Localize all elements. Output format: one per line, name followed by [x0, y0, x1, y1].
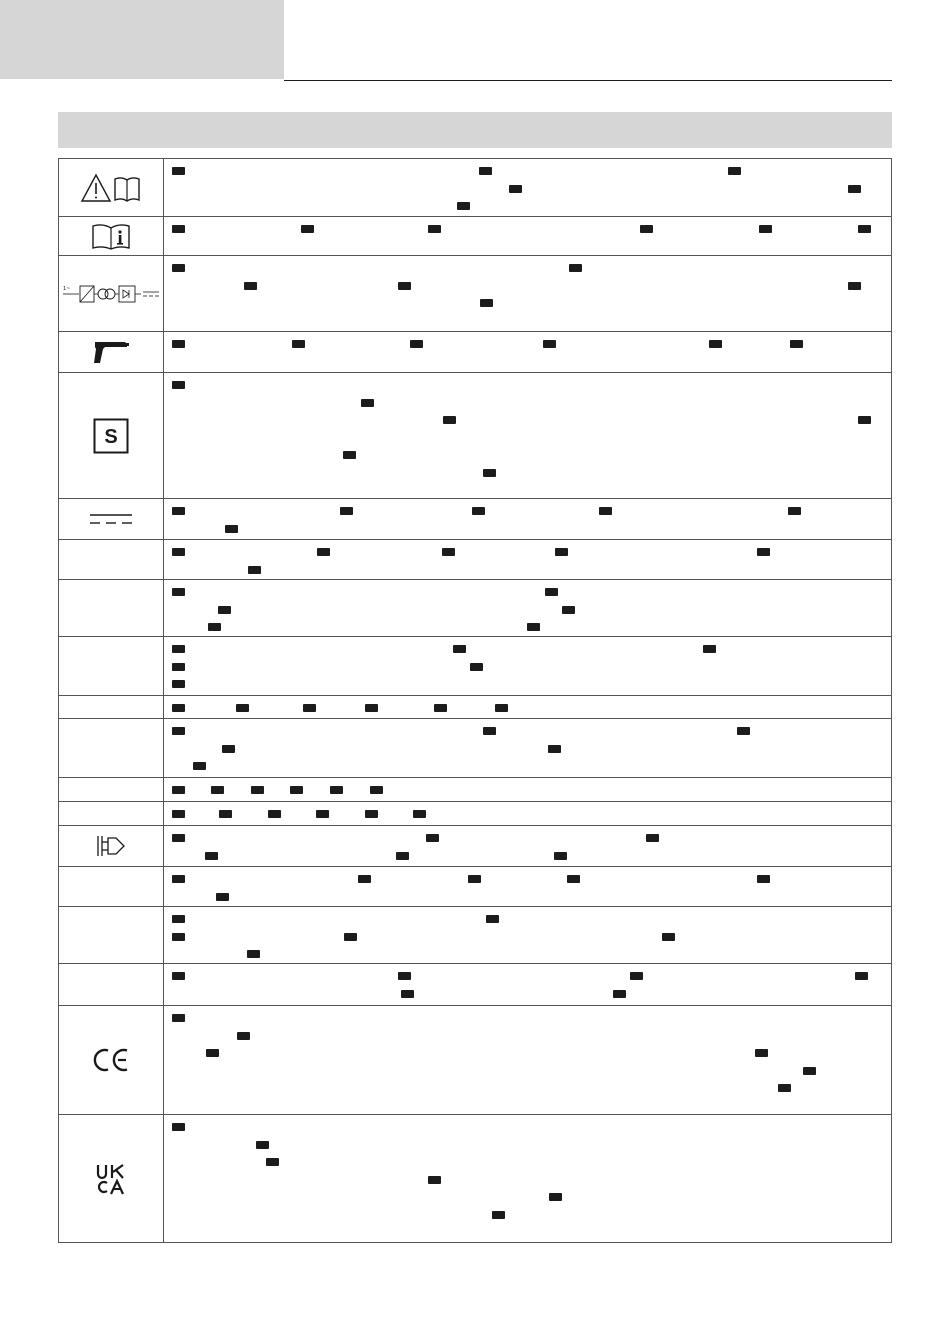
table-row: [59, 217, 891, 256]
text-line: [172, 1049, 871, 1067]
redaction-marker: [703, 645, 716, 653]
redaction-marker: [172, 340, 185, 348]
table-row: [59, 373, 891, 499]
text-line: [172, 1176, 871, 1194]
description-cell: [164, 217, 891, 255]
text-line: [172, 340, 871, 358]
redaction-marker: [237, 1032, 250, 1040]
symbol-cell: [59, 867, 164, 906]
text-line: [172, 507, 871, 525]
ce-mark-icon: [91, 1046, 131, 1074]
redaction-marker: [398, 282, 411, 290]
redaction-marker: [292, 340, 305, 348]
redaction-marker: [206, 1049, 219, 1057]
table-row: [59, 256, 891, 332]
redaction-marker: [757, 548, 770, 556]
svg-text:1~: 1~: [63, 285, 71, 292]
description-cell: [164, 256, 891, 331]
redaction-marker: [172, 786, 185, 794]
redaction-marker: [222, 745, 235, 753]
text-line: [172, 786, 871, 804]
ukca-mark-icon: [94, 1162, 128, 1196]
redaction-marker: [709, 340, 722, 348]
redaction-marker: [248, 566, 261, 574]
redaction-marker: [483, 727, 496, 735]
corner-tab: [0, 0, 284, 79]
text-line: [172, 606, 871, 624]
redaction-marker: [172, 972, 185, 980]
redaction-marker: [172, 933, 185, 941]
redaction-marker: [630, 972, 643, 980]
redaction-marker: [790, 340, 803, 348]
redaction-marker: [247, 950, 260, 958]
redaction-marker: [266, 1158, 279, 1166]
text-line: [172, 1123, 871, 1141]
table-row: [59, 540, 891, 580]
redaction-marker: [211, 786, 224, 794]
description-cell: [164, 332, 891, 372]
redaction-marker: [218, 606, 231, 614]
redaction-marker: [737, 727, 750, 735]
table-row: [59, 637, 891, 696]
redaction-marker: [172, 727, 185, 735]
redaction-marker: [303, 704, 316, 712]
text-line: [172, 434, 871, 452]
text-line: [172, 282, 871, 300]
redaction-marker: [268, 810, 281, 818]
redaction-marker: [216, 893, 229, 901]
symbol-cell: [59, 256, 164, 331]
text-line: [172, 588, 871, 606]
redaction-marker: [755, 1049, 768, 1057]
text-line: [172, 762, 871, 780]
text-line: [172, 167, 871, 185]
symbol-cell: [59, 332, 164, 372]
description-cell: [164, 907, 891, 963]
redaction-marker: [569, 264, 582, 272]
symbol-cell: [59, 217, 164, 255]
table-row: [59, 159, 891, 217]
redaction-marker: [365, 704, 378, 712]
symbol-cell: [59, 1115, 164, 1242]
text-line: [172, 1084, 871, 1102]
text-line: [172, 1158, 871, 1176]
symbol-cell: [59, 907, 164, 963]
description-cell: [164, 637, 891, 695]
symbol-cell: [59, 373, 164, 498]
symbol-cell: [59, 580, 164, 636]
redaction-marker: [858, 225, 871, 233]
description-cell: [164, 373, 891, 498]
table-row: [59, 332, 891, 373]
text-line: [172, 1032, 871, 1050]
redaction-marker: [554, 852, 567, 860]
redaction-marker: [640, 225, 653, 233]
redaction-marker: [434, 704, 447, 712]
table-row: [59, 696, 891, 719]
symbol-cell: [59, 540, 164, 579]
description-cell: [164, 778, 891, 801]
redaction-marker: [413, 810, 426, 818]
redaction-marker: [468, 875, 481, 883]
table-row: [59, 907, 891, 964]
redaction-marker: [236, 704, 249, 712]
redaction-marker: [757, 875, 770, 883]
redaction-marker: [172, 1123, 185, 1131]
text-line: [172, 834, 871, 852]
table-row: [59, 1006, 891, 1115]
redaction-marker: [317, 548, 330, 556]
redaction-marker: [205, 852, 218, 860]
redaction-marker: [599, 507, 612, 515]
redaction-marker: [728, 167, 741, 175]
symbol-cell: [59, 778, 164, 801]
redaction-marker: [562, 606, 575, 614]
text-line: [172, 1067, 871, 1085]
direct-current-icon: [88, 511, 134, 527]
redaction-marker: [428, 1176, 441, 1184]
power-source-diagram-icon: [61, 283, 161, 305]
redaction-marker: [470, 663, 483, 671]
redaction-marker: [778, 1084, 791, 1092]
redaction-marker: [193, 762, 206, 770]
redaction-marker: [396, 852, 409, 860]
redaction-marker: [365, 810, 378, 818]
text-line: [172, 645, 871, 663]
symbol-cell: [59, 499, 164, 539]
redaction-marker: [398, 972, 411, 980]
table-row: [59, 580, 891, 637]
text-line: [172, 185, 871, 203]
redaction-marker: [443, 416, 456, 424]
redaction-marker: [290, 786, 303, 794]
svg-text:S: S: [104, 425, 118, 448]
text-line: [172, 810, 871, 828]
table-row: [59, 499, 891, 540]
redaction-marker: [483, 469, 496, 477]
description-cell: [164, 499, 891, 539]
redaction-marker: [172, 225, 185, 233]
symbol-table: [58, 158, 892, 1243]
redaction-marker: [370, 786, 383, 794]
description-cell: [164, 964, 891, 1005]
redaction-marker: [646, 834, 659, 842]
text-line: [172, 727, 871, 745]
redaction-marker: [555, 548, 568, 556]
table-row: [59, 778, 891, 802]
header-rule: [284, 80, 892, 81]
text-line: [172, 299, 871, 317]
description-cell: [164, 580, 891, 636]
redaction-marker: [172, 680, 185, 688]
redaction-marker: [344, 933, 357, 941]
description-cell: [164, 540, 891, 579]
text-line: [172, 399, 871, 417]
text-line: [172, 704, 871, 722]
text-line: [172, 416, 871, 434]
text-line: [172, 566, 871, 584]
text-line: [172, 875, 871, 893]
redaction-marker: [549, 1193, 562, 1201]
redaction-marker: [172, 167, 185, 175]
info-manual-icon: [89, 221, 133, 251]
redaction-marker: [543, 340, 556, 348]
text-line: [172, 893, 871, 911]
redaction-marker: [492, 1211, 505, 1219]
redaction-marker: [172, 645, 185, 653]
redaction-marker: [301, 225, 314, 233]
s-mark-icon: [93, 418, 129, 454]
redaction-marker: [219, 810, 232, 818]
redaction-marker: [172, 875, 185, 883]
redaction-marker: [251, 786, 264, 794]
redaction-marker: [662, 933, 675, 941]
symbol-cell: [59, 964, 164, 1005]
redaction-marker: [453, 645, 466, 653]
redaction-marker: [848, 185, 861, 193]
redaction-marker: [486, 915, 499, 923]
redaction-marker: [172, 548, 185, 556]
text-line: [172, 469, 871, 487]
redaction-marker: [788, 507, 801, 515]
redaction-marker: [172, 264, 185, 272]
text-line: [172, 225, 871, 243]
redaction-marker: [358, 875, 371, 883]
table-row: [59, 867, 891, 907]
redaction-marker: [172, 810, 185, 818]
text-line: [172, 745, 871, 763]
text-line: [172, 202, 871, 220]
mains-plug-icon: [94, 834, 128, 858]
description-cell: [164, 1006, 891, 1114]
text-line: [172, 1193, 871, 1211]
redaction-marker: [545, 588, 558, 596]
redaction-marker: [172, 915, 185, 923]
redaction-marker: [759, 225, 772, 233]
description-cell: [164, 826, 891, 866]
redaction-marker: [567, 875, 580, 883]
text-line: [172, 1141, 871, 1159]
redaction-marker: [172, 381, 185, 389]
symbol-cell: [59, 719, 164, 777]
symbol-cell: [59, 637, 164, 695]
description-cell: [164, 802, 891, 825]
redaction-marker: [410, 340, 423, 348]
text-line: [172, 680, 871, 698]
text-line: [172, 950, 871, 968]
symbol-cell: [59, 1006, 164, 1114]
table-row: [59, 1115, 891, 1243]
redaction-marker: [401, 990, 414, 998]
description-cell: [164, 719, 891, 777]
description-cell: [164, 1115, 891, 1242]
redaction-marker: [858, 416, 871, 424]
redaction-marker: [172, 588, 185, 596]
text-line: [172, 972, 871, 990]
redaction-marker: [256, 1141, 269, 1149]
description-cell: [164, 696, 891, 718]
text-line: [172, 915, 871, 933]
redaction-marker: [527, 623, 540, 631]
symbol-cell: [59, 696, 164, 718]
redaction-marker: [225, 525, 238, 533]
welding-torch-icon: [91, 337, 131, 367]
table-row: [59, 802, 891, 826]
redaction-marker: [428, 225, 441, 233]
description-cell: [164, 159, 891, 216]
redaction-marker: [426, 834, 439, 842]
text-line: [172, 525, 871, 543]
table-row: [59, 826, 891, 867]
redaction-marker: [340, 507, 353, 515]
redaction-marker: [316, 810, 329, 818]
text-line: [172, 852, 871, 870]
redaction-marker: [457, 202, 470, 210]
redaction-marker: [442, 548, 455, 556]
warning-manual-icon: [79, 171, 143, 205]
redaction-marker: [480, 299, 493, 307]
symbol-cell: [59, 159, 164, 216]
redaction-marker: [330, 786, 343, 794]
text-line: [172, 933, 871, 951]
redaction-marker: [855, 972, 868, 980]
symbol-cell: [59, 802, 164, 825]
text-line: [172, 451, 871, 469]
redaction-marker: [548, 745, 561, 753]
redaction-marker: [613, 990, 626, 998]
redaction-marker: [172, 507, 185, 515]
text-line: [172, 548, 871, 566]
text-line: [172, 990, 871, 1008]
redaction-marker: [495, 704, 508, 712]
redaction-marker: [343, 451, 356, 459]
text-line: [172, 1014, 871, 1032]
redaction-marker: [803, 1067, 816, 1075]
redaction-marker: [172, 1014, 185, 1022]
redaction-marker: [172, 663, 185, 671]
description-cell: [164, 867, 891, 906]
text-line: [172, 381, 871, 399]
text-line: [172, 663, 871, 681]
redaction-marker: [479, 167, 492, 175]
symbol-cell: [59, 826, 164, 866]
redaction-marker: [472, 507, 485, 515]
redaction-marker: [361, 399, 374, 407]
redaction-marker: [509, 185, 522, 193]
redaction-marker: [172, 704, 185, 712]
text-line: [172, 1211, 871, 1229]
redaction-marker: [172, 834, 185, 842]
redaction-marker: [848, 282, 861, 290]
text-line: [172, 264, 871, 282]
table-row: [59, 964, 891, 1006]
text-line: [172, 623, 871, 641]
redaction-marker: [208, 623, 221, 631]
section-heading-bar: [58, 112, 892, 148]
redaction-marker: [244, 282, 257, 290]
table-row: [59, 719, 891, 778]
